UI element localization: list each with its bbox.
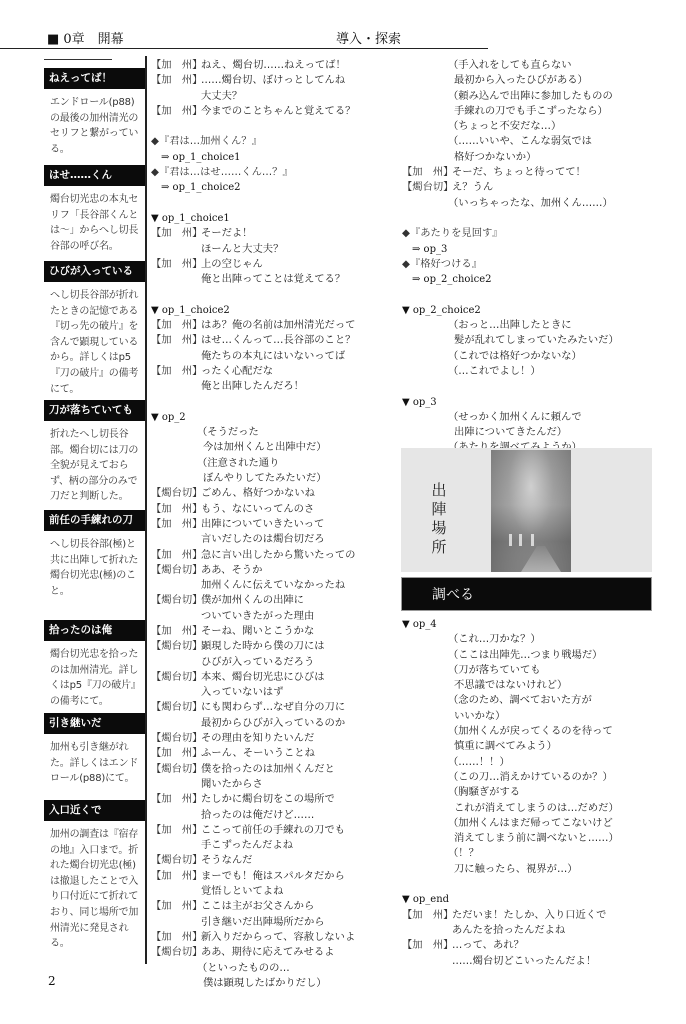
dialogue-line	[151, 502, 396, 517]
light-glow	[519, 534, 522, 546]
light-glow	[531, 534, 534, 546]
dialogue-line: ひびが入っているだろう	[201, 655, 315, 668]
monologue-line: 出陣についてきたんだ）	[454, 426, 568, 439]
sidebar-note	[44, 165, 145, 254]
dialogue-text: 僕が加州くんの出陣に	[201, 594, 304, 607]
dialogue-line: ついていきたがった理由	[201, 609, 315, 622]
dialogue-text: 顕現した時から僕の刀には	[201, 640, 325, 653]
monologue-line: 手練れの刀でも手こずったなら）	[454, 104, 608, 117]
monologue-line: 慎重に調べてみよう）	[454, 740, 557, 753]
note-body: 加州も引き継がれた。詳しくはエンドロール(p88)にて。	[50, 742, 139, 785]
speaker-label: 【加 州】	[402, 166, 454, 179]
speaker-label: 【燭台切】	[151, 732, 203, 745]
dialogue-line: 加州くんに伝えていなかったね	[201, 579, 346, 592]
dialogue-text: 僕を拾ったのは加州くんだと	[201, 762, 335, 775]
monologue-line: （ここは出陣先…つまり戦場だ）	[448, 648, 603, 661]
path-shape	[521, 546, 561, 572]
dialogue-line: 俺と出陣ってことは覚えてる？	[201, 273, 346, 286]
dialogue-text: たしかに燭台切をこの場所で	[201, 793, 335, 806]
dialogue-text: そーだよ！	[201, 227, 253, 240]
page-header	[0, 24, 686, 54]
spacer	[402, 211, 657, 226]
sidebar-note	[44, 261, 145, 397]
chapter-title: ■ 0章 開幕	[47, 32, 124, 47]
choice-option: ◆『あたりを見回す』	[402, 227, 503, 240]
choice-target: ⇒ op_1_choice2	[161, 182, 241, 194]
monologue-line: （……いいや、こんな弱気では	[448, 135, 592, 148]
note-body: へし切長谷部が折れたときの記憶である『切っ先の破片』を含んで顕現しているから。詳しくはp5『刀の破片』の備考にて。	[50, 290, 139, 395]
monologue-line: 刀に触ったら、視界が…）	[454, 862, 578, 875]
choice-option: ◆『君は…はせ……くん…？』	[151, 166, 293, 179]
dialogue-text: 急に言い出したから驚いたっての	[201, 548, 356, 561]
monologue-line: （いっちゃったな、加州くん……）	[448, 196, 613, 209]
dialogue-line	[151, 58, 396, 73]
vertical-char: 所	[431, 538, 447, 556]
dialogue-text: ったく心配だな	[201, 364, 274, 377]
dialogue-line: 覚悟しといてよね	[201, 885, 284, 898]
monologue-line: これが消えてしまうのは…だめだ）	[454, 801, 619, 814]
dialogue-line: ……燭台切どこいったんだよ！	[452, 954, 597, 967]
speaker-label: 【燭台切】	[151, 946, 203, 959]
monologue-line: （胸騒ぎがする	[448, 786, 521, 799]
speaker-label: 【加 州】	[402, 939, 454, 952]
spacer	[151, 119, 396, 134]
dialogue-line	[151, 517, 396, 532]
dialogue-text: ああ、期待に応えてみせるよ	[201, 946, 335, 959]
monologue-line: 消えてしまう前に調べないと……）	[454, 832, 619, 845]
speaker-label: 【燭台切】	[151, 487, 203, 500]
choice-target: ⇒ op_2_choice2	[412, 274, 492, 286]
dialogue-text: ねえ、燭台切……ねえってば！	[201, 59, 346, 71]
monologue-line: （といったものの…	[197, 961, 290, 974]
monologue-line: （そうだった	[197, 426, 259, 439]
monologue-line: 今は加州くんと出陣中だ）	[203, 441, 327, 454]
dialogue-line: 俺たちの本丸にはいないってば	[201, 349, 346, 362]
vertical-char: 出	[431, 481, 447, 499]
sidebar-top-rule	[44, 59, 112, 60]
header-rule	[0, 48, 488, 49]
scene-label: ▼ op_1_choice2	[151, 304, 230, 316]
speaker-label: 【燭台切】	[151, 854, 203, 867]
monologue-line: いいかな）	[454, 709, 506, 722]
speaker-label: 【加 州】	[151, 319, 203, 332]
dialogue-text: ああ、そうか	[201, 563, 263, 576]
speaker-label: 【加 州】	[151, 747, 203, 760]
sidebar-note	[44, 800, 145, 952]
speaker-label: 【加 州】	[151, 548, 203, 561]
speaker-label: 【燭台切】	[151, 563, 203, 576]
location-card	[401, 448, 652, 572]
dialogue-text: ……燭台切、ぼけっとしてんね	[201, 74, 346, 87]
sidebar-note	[44, 68, 145, 157]
dialogue-line	[402, 908, 657, 923]
speaker-label: 【加 州】	[151, 364, 203, 377]
dialogue-text: はせ…くんって…長谷部のこと？	[201, 334, 356, 347]
monologue-line: （注意された通り	[197, 456, 280, 469]
scene-label: ▼ op_1_choice1	[151, 212, 230, 224]
dialogue-line: 引き継いだ出陣場所だから	[201, 915, 325, 928]
spacer	[402, 287, 657, 302]
dialogue-line	[151, 639, 396, 654]
dialogue-line: 俺と出陣したんだろ！	[201, 380, 304, 393]
dialogue-text: 上の空じゃん	[201, 257, 263, 270]
monologue-line: （せっかく加州くんに頼んで	[448, 410, 582, 423]
scene-label: ▼ op_2_choice2	[402, 304, 481, 316]
section-title: 導入・探索	[336, 32, 402, 47]
speaker-label: 【加 州】	[151, 517, 203, 530]
note-body: 燭台切光忠を拾ったのは加州清光。詳しくはp5『刀の破片』の備考にて。	[50, 649, 141, 707]
choice-target: ⇒ op_3	[412, 243, 448, 255]
dialogue-line	[151, 486, 396, 501]
dialogue-line	[151, 792, 396, 807]
spacer	[402, 877, 657, 892]
speaker-label: 【加 州】	[402, 908, 454, 921]
speaker-label: 【燭台切】	[151, 670, 203, 683]
choice-option: ◆『格好つける』	[402, 257, 482, 270]
scene-label: ▼ op_2	[151, 411, 186, 423]
dialogue-text: ごめん、格好つかないね	[201, 487, 315, 500]
dialogue-text: 本来、燭台切光忠にひびは	[201, 670, 325, 683]
dialogue-line	[151, 945, 396, 960]
dialogue-line	[151, 899, 396, 914]
dialogue-text: ここは主がお父さんから	[201, 900, 315, 913]
speaker-label: 【加 州】	[151, 823, 203, 836]
dialogue-text: 出陣についていきたいって	[201, 517, 325, 530]
dialogue-line	[151, 318, 396, 333]
dialogue-text: まーでも！俺はスパルタだから	[201, 869, 345, 882]
monologue-line: 不思議ではないけれど）	[454, 679, 568, 692]
note-body: 燭台切光忠の本丸セリフ「長谷部くんとは～」からへし切長谷部の呼び名。	[50, 194, 139, 252]
dialogue-line	[151, 333, 396, 348]
speaker-label: 【加 州】	[151, 257, 203, 270]
vertical-char: 陣	[431, 500, 447, 518]
dialogue-text: …って、あれ？	[452, 939, 524, 952]
spacer	[402, 379, 657, 394]
speaker-label: 【加 州】	[151, 869, 203, 882]
sidebar-note	[44, 713, 145, 787]
note-body: エンドロール(p88)の最後の加州清光のセリフと繋がっている。	[50, 97, 139, 155]
dialogue-line: 大丈夫？	[201, 89, 243, 102]
monologue-line: （これ…刀かな？）	[448, 633, 541, 646]
dialogue-line: 拾ったのは俺だけど……	[201, 808, 315, 821]
dialogue-line: ほーんと大丈夫？	[201, 242, 284, 255]
page-number: 2	[48, 974, 56, 988]
monologue-line: （！？	[448, 847, 479, 860]
note-body: 折れたへし切長谷部。燭台切には刀の全貌が見えておらず、柄の部分のみで刀だと判断した。	[50, 429, 139, 503]
dialogue-text: はあ？俺の名前は加州清光だって	[201, 319, 356, 332]
scene-label: ▼ op_end	[402, 894, 450, 906]
note-title: ねえってば！	[44, 68, 145, 89]
sidebar-note	[44, 620, 145, 709]
monologue-line: （…これでよし！）	[448, 364, 541, 377]
choice-option: ◆『君は…加州くん？』	[151, 135, 262, 148]
speaker-label: 【加 州】	[151, 74, 203, 87]
forest-path-image	[491, 450, 571, 572]
note-title: 刀が落ちていても	[44, 400, 145, 421]
dialogue-line	[151, 731, 396, 746]
monologue-line: （刀が落ちていても	[448, 663, 541, 676]
monologue-line: （……！！）	[448, 755, 510, 768]
dialogue-line	[151, 823, 396, 838]
dialogue-line: 最初からひびが入っているのか	[201, 716, 346, 729]
monologue-line: 僕は顕現したばかりだし）	[203, 976, 327, 989]
spacer	[151, 395, 396, 410]
speaker-label: 【燭台切】	[151, 594, 203, 607]
dialogue-text: ふーん、そーいうことね	[201, 747, 315, 760]
monologue-line: 格好つかないか）	[454, 150, 537, 163]
speaker-label: 【加 州】	[151, 930, 203, 943]
speaker-label: 【加 州】	[151, 104, 203, 117]
dialogue-line	[151, 762, 396, 777]
dialogue-text: もう、なにいってんのさ	[201, 502, 315, 515]
dialogue-line: 入っていないはず	[201, 686, 284, 699]
monologue-line: （これでは格好つかないな）	[448, 349, 582, 362]
monologue-line: （おっと…出陣したときに	[448, 319, 572, 332]
note-title: 引き継いだ	[44, 713, 145, 734]
monologue-line: 髪が乱れてしまっていたみたいだ）	[454, 334, 619, 347]
dialogue-line	[151, 104, 396, 119]
dialogue-line	[151, 670, 396, 685]
monologue-line: ぼんやりしてたみたいだ）	[203, 472, 327, 485]
dialogue-line	[151, 593, 396, 608]
dialogue-text: そーね、聞いとこうかな	[201, 624, 315, 637]
dialogue-line	[151, 563, 396, 578]
speaker-label: 【燭台切】	[151, 640, 203, 653]
dialogue-line	[402, 165, 657, 180]
dialogue-line	[151, 257, 396, 272]
dialogue-line	[151, 364, 396, 379]
speaker-label: 【燭台切】	[402, 181, 454, 194]
speaker-label: 【加 州】	[151, 793, 203, 806]
note-title: 入口近くで	[44, 800, 145, 821]
monologue-line: （この刀…消えかけているのか？）	[448, 770, 613, 783]
speaker-label: 【加 州】	[151, 227, 203, 240]
monologue-line: （手入れをしても直らない	[448, 59, 572, 71]
dialogue-text: そうなんだ	[201, 854, 253, 867]
monologue-line: （念のため、調べておいた方が	[448, 694, 592, 707]
dialogue-line	[151, 226, 396, 241]
monologue-line: （ちょっと不安だな…）	[448, 120, 562, 133]
dialogue-line	[151, 624, 396, 639]
spacer	[151, 287, 396, 302]
note-title: 拾ったのは俺	[44, 620, 145, 641]
speaker-label: 【加 州】	[151, 502, 203, 515]
speaker-label: 【加 州】	[151, 334, 203, 347]
scene-label: ▼ op_3	[402, 396, 437, 408]
dialogue-line	[151, 930, 396, 945]
sidebar-note	[44, 400, 145, 505]
dialogue-line	[151, 548, 396, 563]
note-title: 前任の手練れの刀	[44, 510, 145, 531]
vertical-char: 場	[431, 519, 447, 537]
dialogue-text: その理由を知りたいんだ	[201, 732, 315, 745]
dialogue-text: 新入りだからって、容赦しないよ	[201, 930, 356, 943]
dialogue-text: そーだ、ちょっと待ってて！	[452, 166, 586, 179]
dialogue-line	[151, 700, 396, 715]
choice-target: ⇒ op_1_choice1	[161, 151, 241, 163]
script-column-2-bottom	[402, 617, 657, 969]
note-title: はせ……くん	[44, 165, 145, 186]
scene-label: ▼ op_4	[402, 619, 437, 630]
monologue-line: 最初から入ったひびがある）	[454, 74, 588, 87]
dialogue-line	[151, 746, 396, 761]
note-body: へし切長谷部(極)と共に出陣して折れた燭台切光忠(極)のこと。	[50, 539, 139, 597]
dialogue-line	[402, 938, 657, 953]
script-column-2-top	[402, 58, 657, 456]
investigate-banner: 調べる	[401, 577, 652, 611]
dialogue-line	[151, 73, 396, 88]
monologue-line: （加州くんはまだ帰ってこないけど	[448, 816, 613, 829]
script-column-1	[151, 58, 396, 991]
dialogue-text: ただいま！たしか、入り口近くで	[452, 908, 607, 921]
monologue-line: （頼み込んで出陣に参加したものの	[448, 89, 613, 102]
dialogue-text: 今までのことちゃんと覚えてる？	[201, 104, 356, 117]
dialogue-line: 言いだしたのは燭台切だろ	[201, 533, 325, 546]
speaker-label: 【燭台切】	[151, 762, 203, 775]
monologue-line: （加州くんが戻ってくるのを待って	[448, 725, 613, 738]
dialogue-text: え？うん	[452, 181, 494, 194]
dialogue-line: あんたを拾ったんだよね	[452, 923, 566, 936]
sidebar-divider	[145, 56, 147, 964]
note-body: 加州の調査は『宿存の地』入口まで。折れた燭台切光忠(極)は撤退したことで入り口付近にて折れており、同じ場所で加州清光に発見される。	[50, 829, 139, 950]
speaker-label: 【加 州】	[151, 624, 203, 637]
note-title: ひびが入っている	[44, 261, 145, 282]
dialogue-line	[402, 180, 657, 195]
speaker-label: 【燭台切】	[151, 701, 203, 714]
speaker-label: 【加 州】	[151, 900, 203, 913]
sidebar-note	[44, 510, 145, 599]
spacer	[151, 196, 396, 211]
speaker-label: 【加 州】	[151, 59, 203, 71]
light-glow	[509, 534, 512, 546]
dialogue-line: 聞いたからさ	[201, 777, 263, 790]
dialogue-line	[151, 853, 396, 868]
dialogue-line	[151, 869, 396, 884]
dialogue-text: にも関わらず…なぜ自分の刀に	[201, 701, 346, 714]
location-vertical-title	[430, 481, 448, 557]
dialogue-line: 手こずったんだよね	[201, 839, 294, 852]
dialogue-text: ここって前任の手練れの刀でも	[201, 823, 345, 836]
